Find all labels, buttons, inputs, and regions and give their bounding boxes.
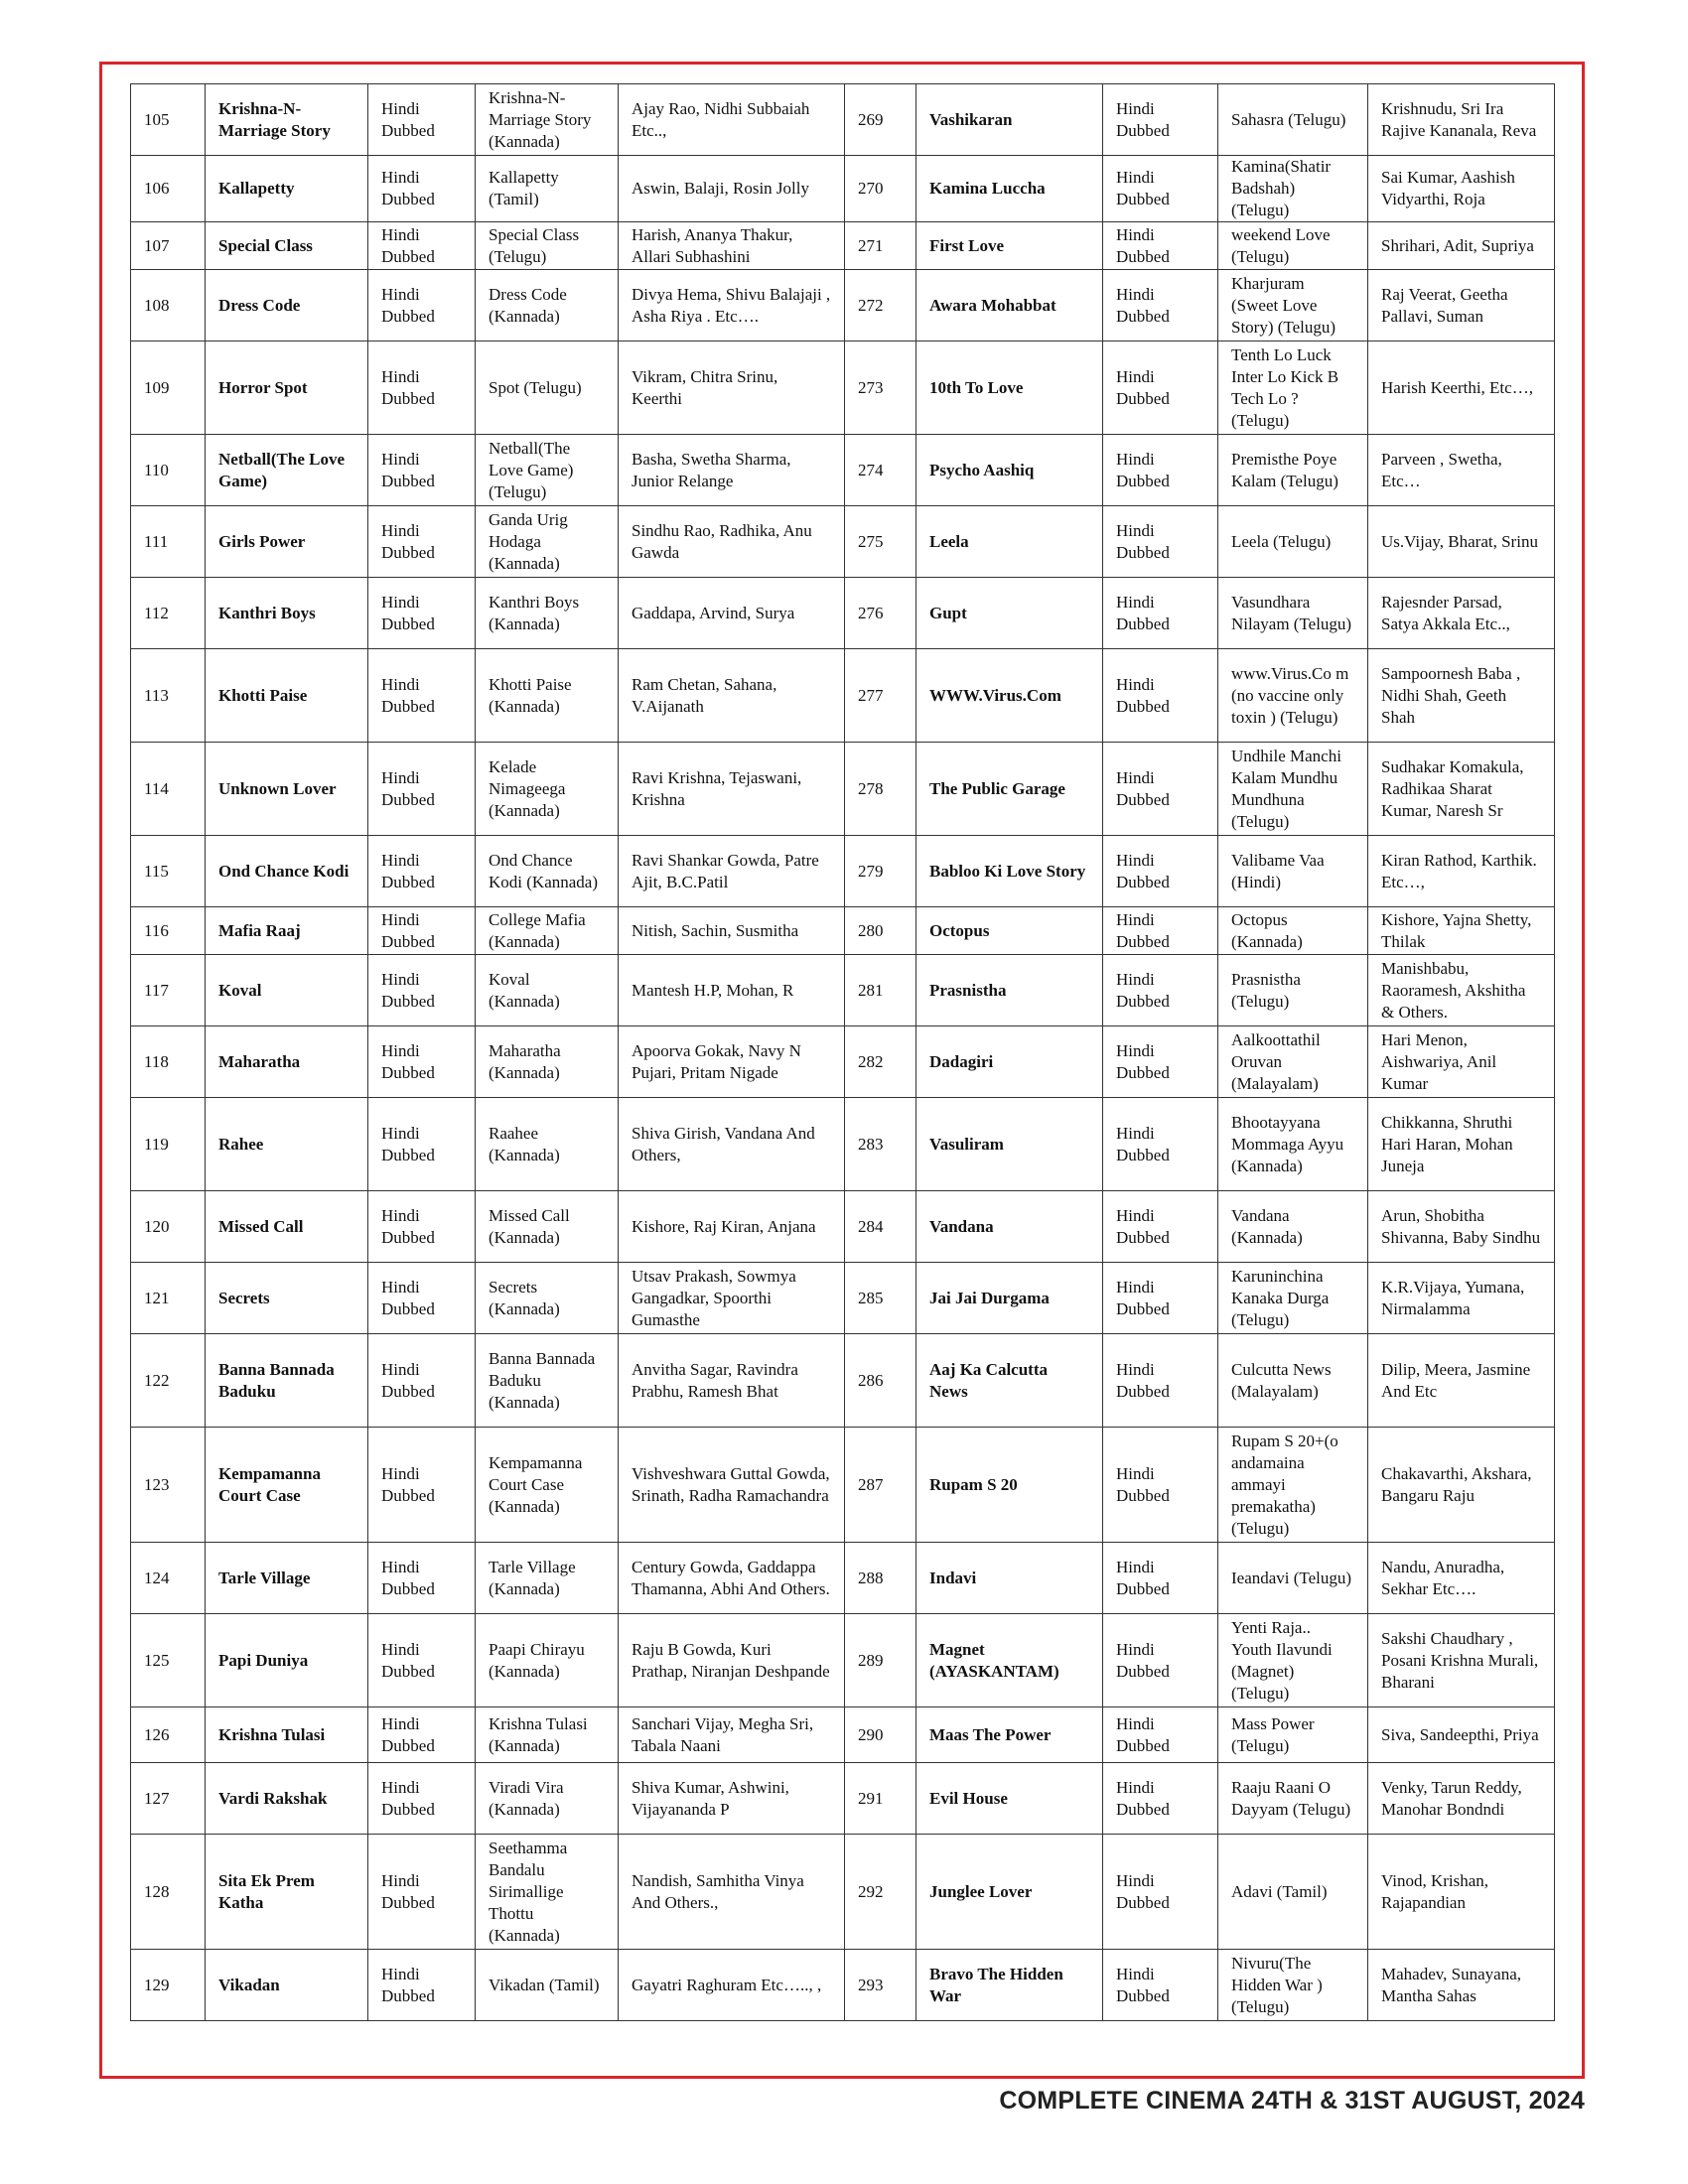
cast-list: Nandu, Anuradha, Sekhar Etc…. bbox=[1368, 1543, 1555, 1614]
original-title: Krishna-N-Marriage Story (Kannada) bbox=[476, 84, 619, 156]
film-number: 286 bbox=[845, 1334, 916, 1428]
film-title: Papi Duniya bbox=[206, 1614, 368, 1707]
cast-list: Mantesh H.P, Mohan, R bbox=[619, 955, 845, 1026]
film-title: Rupam S 20 bbox=[916, 1428, 1103, 1543]
table-row bbox=[131, 1334, 1555, 1428]
release-type: Hindi Dubbed bbox=[1103, 1263, 1218, 1334]
cast-list: Divya Hema, Shivu Balajaji , Asha Riya . Etc…. bbox=[619, 270, 845, 341]
release-type: Hindi Dubbed bbox=[1103, 1614, 1218, 1707]
film-number: 279 bbox=[845, 836, 916, 907]
cast-list: Manishbabu, Raoramesh, Akshitha & Others. bbox=[1368, 955, 1555, 1026]
film-title: Krishna-N-Marriage Story bbox=[206, 84, 368, 156]
film-title: Awara Mohabbat bbox=[916, 270, 1103, 341]
film-number: 291 bbox=[845, 1763, 916, 1835]
cast-list: Sudhakar Komakula, Radhikaa Sharat Kumar, Naresh Sr bbox=[1368, 743, 1555, 836]
release-type: Hindi Dubbed bbox=[1103, 435, 1218, 506]
film-number: 128 bbox=[131, 1835, 206, 1950]
release-type: Hindi Dubbed bbox=[368, 506, 476, 578]
film-title: Vasuliram bbox=[916, 1098, 1103, 1191]
film-title: The Public Garage bbox=[916, 743, 1103, 836]
release-type: Hindi Dubbed bbox=[1103, 1950, 1218, 2021]
release-type: Hindi Dubbed bbox=[368, 1950, 476, 2021]
release-type: Hindi Dubbed bbox=[368, 649, 476, 743]
film-title: Banna Bannada Baduku bbox=[206, 1334, 368, 1428]
film-number: 106 bbox=[131, 156, 206, 222]
release-type: Hindi Dubbed bbox=[368, 1026, 476, 1098]
film-title: Vikadan bbox=[206, 1950, 368, 2021]
release-type: Hindi Dubbed bbox=[1103, 270, 1218, 341]
cast-list: Vikram, Chitra Srinu, Keerthi bbox=[619, 341, 845, 435]
film-number: 272 bbox=[845, 270, 916, 341]
release-type: Hindi Dubbed bbox=[368, 435, 476, 506]
film-title: Mafia Raaj bbox=[206, 907, 368, 955]
release-type: Hindi Dubbed bbox=[1103, 1707, 1218, 1763]
film-number: 288 bbox=[845, 1543, 916, 1614]
cast-list: Raj Veerat, Geetha Pallavi, Suman bbox=[1368, 270, 1555, 341]
original-title: Netball(The Love Game) (Telugu) bbox=[476, 435, 619, 506]
original-title: Valibame Vaa (Hindi) bbox=[1218, 836, 1368, 907]
cast-list: Rajesnder Parsad, Satya Akkala Etc.., bbox=[1368, 578, 1555, 649]
release-type: Hindi Dubbed bbox=[1103, 1191, 1218, 1263]
film-title: Gupt bbox=[916, 578, 1103, 649]
release-type: Hindi Dubbed bbox=[1103, 84, 1218, 156]
footer-publication-line: COMPLETE CINEMA 24TH & 31ST AUGUST, 2024 bbox=[999, 2087, 1585, 2115]
table-row bbox=[131, 341, 1555, 435]
table-row bbox=[131, 955, 1555, 1026]
table-row bbox=[131, 1835, 1555, 1950]
film-title: Magnet (AYASKANTAM) bbox=[916, 1614, 1103, 1707]
cast-list: Arun, Shobitha Shivanna, Baby Sindhu bbox=[1368, 1191, 1555, 1263]
original-title: Ganda Urig Hodaga (Kannada) bbox=[476, 506, 619, 578]
original-title: weekend Love (Telugu) bbox=[1218, 222, 1368, 270]
original-title: Undhile Manchi Kalam Mundhu Mundhuna (Telugu) bbox=[1218, 743, 1368, 836]
cast-list: Harish, Ananya Thakur, Allari Subhashini bbox=[619, 222, 845, 270]
release-type: Hindi Dubbed bbox=[368, 578, 476, 649]
original-title: Premisthe Poye Kalam (Telugu) bbox=[1218, 435, 1368, 506]
film-title: Vandana bbox=[916, 1191, 1103, 1263]
film-number: 109 bbox=[131, 341, 206, 435]
release-type: Hindi Dubbed bbox=[368, 1835, 476, 1950]
film-title: Leela bbox=[916, 506, 1103, 578]
film-rows bbox=[131, 84, 1555, 2021]
table-row bbox=[131, 578, 1555, 649]
table-row bbox=[131, 836, 1555, 907]
film-number: 283 bbox=[845, 1098, 916, 1191]
release-type: Hindi Dubbed bbox=[368, 1334, 476, 1428]
original-title: Paapi Chirayu (Kannada) bbox=[476, 1614, 619, 1707]
table-row bbox=[131, 1950, 1555, 2021]
original-title: Kallapetty (Tamil) bbox=[476, 156, 619, 222]
cast-list: Kishore, Raj Kiran, Anjana bbox=[619, 1191, 845, 1263]
film-title: Tarle Village bbox=[206, 1543, 368, 1614]
film-title: Aaj Ka Calcutta News bbox=[916, 1334, 1103, 1428]
release-type: Hindi Dubbed bbox=[1103, 1026, 1218, 1098]
film-number: 281 bbox=[845, 955, 916, 1026]
release-type: Hindi Dubbed bbox=[1103, 836, 1218, 907]
original-title: Khotti Paise (Kannada) bbox=[476, 649, 619, 743]
film-number: 124 bbox=[131, 1543, 206, 1614]
release-type: Hindi Dubbed bbox=[368, 222, 476, 270]
table-row bbox=[131, 1026, 1555, 1098]
film-number: 280 bbox=[845, 907, 916, 955]
cast-list: Ravi Shankar Gowda, Patre Ajit, B.C.Patil bbox=[619, 836, 845, 907]
original-title: Seethamma Bandalu Sirimallige Thottu (Kannada) bbox=[476, 1835, 619, 1950]
original-title: Octopus (Kannada) bbox=[1218, 907, 1368, 955]
film-number: 113 bbox=[131, 649, 206, 743]
original-title: Secrets (Kannada) bbox=[476, 1263, 619, 1334]
release-type: Hindi Dubbed bbox=[1103, 907, 1218, 955]
original-title: www.Virus.Co m (no vaccine only toxin ) (Telugu) bbox=[1218, 649, 1368, 743]
film-number: 271 bbox=[845, 222, 916, 270]
original-title: Tarle Village (Kannada) bbox=[476, 1543, 619, 1614]
original-title: Aalkoottathil Oruvan (Malayalam) bbox=[1218, 1026, 1368, 1098]
film-title: Ond Chance Kodi bbox=[206, 836, 368, 907]
original-title: Spot (Telugu) bbox=[476, 341, 619, 435]
film-title: 10th To Love bbox=[916, 341, 1103, 435]
original-title: Rupam S 20+(o andamaina ammayi premakatha) (Telugu) bbox=[1218, 1428, 1368, 1543]
film-number: 282 bbox=[845, 1026, 916, 1098]
film-title: Vashikaran bbox=[916, 84, 1103, 156]
film-title: Special Class bbox=[206, 222, 368, 270]
film-title: Kempamanna Court Case bbox=[206, 1428, 368, 1543]
film-title: Maas The Power bbox=[916, 1707, 1103, 1763]
table-row bbox=[131, 1428, 1555, 1543]
original-title: Vandana (Kannada) bbox=[1218, 1191, 1368, 1263]
film-number: 290 bbox=[845, 1707, 916, 1763]
release-type: Hindi Dubbed bbox=[1103, 1428, 1218, 1543]
film-number: 110 bbox=[131, 435, 206, 506]
cast-list: Ravi Krishna, Tejaswani, Krishna bbox=[619, 743, 845, 836]
film-title: Horror Spot bbox=[206, 341, 368, 435]
cast-list: Kishore, Yajna Shetty, Thilak bbox=[1368, 907, 1555, 955]
original-title: Kanthri Boys (Kannada) bbox=[476, 578, 619, 649]
film-number: 278 bbox=[845, 743, 916, 836]
film-number: 111 bbox=[131, 506, 206, 578]
film-number: 126 bbox=[131, 1707, 206, 1763]
film-title: Kamina Luccha bbox=[916, 156, 1103, 222]
release-type: Hindi Dubbed bbox=[368, 955, 476, 1026]
film-title: Girls Power bbox=[206, 506, 368, 578]
original-title: Nivuru(The Hidden War ) (Telugu) bbox=[1218, 1950, 1368, 2021]
cast-list: Gaddapa, Arvind, Surya bbox=[619, 578, 845, 649]
release-type: Hindi Dubbed bbox=[368, 1191, 476, 1263]
release-type: Hindi Dubbed bbox=[368, 1543, 476, 1614]
film-title: Unknown Lover bbox=[206, 743, 368, 836]
cast-list: Raju B Gowda, Kuri Prathap, Niranjan Deshpande bbox=[619, 1614, 845, 1707]
film-list-table bbox=[130, 83, 1555, 2021]
original-title: Raaju Raani O Dayyam (Telugu) bbox=[1218, 1763, 1368, 1835]
film-title: Rahee bbox=[206, 1098, 368, 1191]
original-title: Banna Bannada Baduku (Kannada) bbox=[476, 1334, 619, 1428]
film-number: 118 bbox=[131, 1026, 206, 1098]
film-number: 289 bbox=[845, 1614, 916, 1707]
cast-list: Sampoornesh Baba , Nidhi Shah, Geeth Shah bbox=[1368, 649, 1555, 743]
film-title: Krishna Tulasi bbox=[206, 1707, 368, 1763]
film-title: Netball(The Love Game) bbox=[206, 435, 368, 506]
cast-list: Krishnudu, Sri Ira Rajive Kananala, Reva bbox=[1368, 84, 1555, 156]
film-number: 275 bbox=[845, 506, 916, 578]
release-type: Hindi Dubbed bbox=[1103, 156, 1218, 222]
release-type: Hindi Dubbed bbox=[368, 836, 476, 907]
cast-list: Mahadev, Sunayana, Mantha Sahas bbox=[1368, 1950, 1555, 2021]
cast-list: Parveen , Swetha, Etc… bbox=[1368, 435, 1555, 506]
film-title: Evil House bbox=[916, 1763, 1103, 1835]
original-title: Yenti Raja.. Youth Ilavundi (Magnet) (Telugu) bbox=[1218, 1614, 1368, 1707]
original-title: Karuninchina Kanaka Durga (Telugu) bbox=[1218, 1263, 1368, 1334]
film-number: 285 bbox=[845, 1263, 916, 1334]
cast-list: Sai Kumar, Aashish Vidyarthi, Roja bbox=[1368, 156, 1555, 222]
cast-list: Siva, Sandeepthi, Priya bbox=[1368, 1707, 1555, 1763]
cast-list: Anvitha Sagar, Ravindra Prabhu, Ramesh Bhat bbox=[619, 1334, 845, 1428]
original-title: Vikadan (Tamil) bbox=[476, 1950, 619, 2021]
original-title: Sahasra (Telugu) bbox=[1218, 84, 1368, 156]
cast-list: Apoorva Gokak, Navy N Pujari, Pritam Nigade bbox=[619, 1026, 845, 1098]
table-row bbox=[131, 743, 1555, 836]
table-row bbox=[131, 907, 1555, 955]
film-number: 287 bbox=[845, 1428, 916, 1543]
release-type: Hindi Dubbed bbox=[1103, 1763, 1218, 1835]
film-number: 276 bbox=[845, 578, 916, 649]
film-number: 122 bbox=[131, 1334, 206, 1428]
original-title: Viradi Vira (Kannada) bbox=[476, 1763, 619, 1835]
release-type: Hindi Dubbed bbox=[368, 156, 476, 222]
table-row bbox=[131, 1543, 1555, 1614]
film-number: 127 bbox=[131, 1763, 206, 1835]
film-number: 114 bbox=[131, 743, 206, 836]
cast-list: Venky, Tarun Reddy, Manohar Bondndi bbox=[1368, 1763, 1555, 1835]
film-number: 270 bbox=[845, 156, 916, 222]
film-title: WWW.Virus.Com bbox=[916, 649, 1103, 743]
release-type: Hindi Dubbed bbox=[1103, 506, 1218, 578]
film-number: 123 bbox=[131, 1428, 206, 1543]
film-title: Dress Code bbox=[206, 270, 368, 341]
film-number: 284 bbox=[845, 1191, 916, 1263]
table-row bbox=[131, 156, 1555, 222]
film-number: 117 bbox=[131, 955, 206, 1026]
table-row bbox=[131, 435, 1555, 506]
original-title: Leela (Telugu) bbox=[1218, 506, 1368, 578]
film-title: Secrets bbox=[206, 1263, 368, 1334]
release-type: Hindi Dubbed bbox=[368, 907, 476, 955]
release-type: Hindi Dubbed bbox=[1103, 222, 1218, 270]
cast-list: Gayatri Raghuram Etc….., , bbox=[619, 1950, 845, 2021]
original-title: Koval (Kannada) bbox=[476, 955, 619, 1026]
cast-list: Nitish, Sachin, Susmitha bbox=[619, 907, 845, 955]
cast-list: K.R.Vijaya, Yumana, Nirmalamma bbox=[1368, 1263, 1555, 1334]
film-title: Missed Call bbox=[206, 1191, 368, 1263]
release-type: Hindi Dubbed bbox=[1103, 1334, 1218, 1428]
cast-list: Harish Keerthi, Etc…, bbox=[1368, 341, 1555, 435]
original-title: Special Class (Telugu) bbox=[476, 222, 619, 270]
film-title: Junglee Lover bbox=[916, 1835, 1103, 1950]
release-type: Hindi Dubbed bbox=[1103, 578, 1218, 649]
film-number: 293 bbox=[845, 1950, 916, 2021]
original-title: Maharatha (Kannada) bbox=[476, 1026, 619, 1098]
cast-list: Aswin, Balaji, Rosin Jolly bbox=[619, 156, 845, 222]
film-title: Khotti Paise bbox=[206, 649, 368, 743]
film-title: Kanthri Boys bbox=[206, 578, 368, 649]
original-title: Kharjuram (Sweet Love Story) (Telugu) bbox=[1218, 270, 1368, 341]
film-title: Dadagiri bbox=[916, 1026, 1103, 1098]
film-title: Babloo Ki Love Story bbox=[916, 836, 1103, 907]
film-number: 115 bbox=[131, 836, 206, 907]
table-row bbox=[131, 1263, 1555, 1334]
release-type: Hindi Dubbed bbox=[368, 1428, 476, 1543]
original-title: Tenth Lo Luck Inter Lo Kick B Tech Lo ? (Telugu) bbox=[1218, 341, 1368, 435]
film-title: Indavi bbox=[916, 1543, 1103, 1614]
film-number: 121 bbox=[131, 1263, 206, 1334]
release-type: Hindi Dubbed bbox=[368, 743, 476, 836]
cast-list: Ram Chetan, Sahana, V.Aijanath bbox=[619, 649, 845, 743]
cast-list: Shiva Kumar, Ashwini, Vijayananda P bbox=[619, 1763, 845, 1835]
original-title: Missed Call (Kannada) bbox=[476, 1191, 619, 1263]
original-title: Mass Power (Telugu) bbox=[1218, 1707, 1368, 1763]
film-number: 273 bbox=[845, 341, 916, 435]
release-type: Hindi Dubbed bbox=[368, 1707, 476, 1763]
cast-list: Vishveshwara Guttal Gowda, Srinath, Radha Ramachandra bbox=[619, 1428, 845, 1543]
film-title: Sita Ek Prem Katha bbox=[206, 1835, 368, 1950]
original-title: Kamina(Shatir Badshah) (Telugu) bbox=[1218, 156, 1368, 222]
original-title: Kempamanna Court Case (Kannada) bbox=[476, 1428, 619, 1543]
cast-list: Hari Menon, Aishwariya, Anil Kumar bbox=[1368, 1026, 1555, 1098]
film-title: Octopus bbox=[916, 907, 1103, 955]
table-row bbox=[131, 84, 1555, 156]
release-type: Hindi Dubbed bbox=[368, 1263, 476, 1334]
original-title: Krishna Tulasi (Kannada) bbox=[476, 1707, 619, 1763]
film-number: 129 bbox=[131, 1950, 206, 2021]
cast-list: Utsav Prakash, Sowmya Gangadkar, Spoorthi Gumasthe bbox=[619, 1263, 845, 1334]
film-number: 116 bbox=[131, 907, 206, 955]
table-row bbox=[131, 506, 1555, 578]
cast-list: Vinod, Krishan, Rajapandian bbox=[1368, 1835, 1555, 1950]
release-type: Hindi Dubbed bbox=[1103, 1543, 1218, 1614]
cast-list: Ajay Rao, Nidhi Subbaiah Etc.., bbox=[619, 84, 845, 156]
cast-list: Sindhu Rao, Radhika, Anu Gawda bbox=[619, 506, 845, 578]
original-title: Bhootayyana Mommaga Ayyu (Kannada) bbox=[1218, 1098, 1368, 1191]
cast-list: Chikkanna, Shruthi Hari Haran, Mohan Juneja bbox=[1368, 1098, 1555, 1191]
original-title: Culcutta News (Malayalam) bbox=[1218, 1334, 1368, 1428]
cast-list: Shiva Girish, Vandana And Others, bbox=[619, 1098, 845, 1191]
release-type: Hindi Dubbed bbox=[368, 341, 476, 435]
film-title: Maharatha bbox=[206, 1026, 368, 1098]
film-number: 105 bbox=[131, 84, 206, 156]
release-type: Hindi Dubbed bbox=[368, 1614, 476, 1707]
table-row bbox=[131, 1614, 1555, 1707]
release-type: Hindi Dubbed bbox=[368, 1763, 476, 1835]
release-type: Hindi Dubbed bbox=[368, 270, 476, 341]
film-number: 108 bbox=[131, 270, 206, 341]
film-number: 277 bbox=[845, 649, 916, 743]
cast-list: Century Gowda, Gaddappa Thamanna, Abhi And Others. bbox=[619, 1543, 845, 1614]
original-title: Kelade Nimageega (Kannada) bbox=[476, 743, 619, 836]
film-title: First Love bbox=[916, 222, 1103, 270]
cast-list: Sanchari Vijay, Megha Sri, Tabala Naani bbox=[619, 1707, 845, 1763]
table-row bbox=[131, 1763, 1555, 1835]
release-type: Hindi Dubbed bbox=[1103, 743, 1218, 836]
table-row bbox=[131, 649, 1555, 743]
release-type: Hindi Dubbed bbox=[1103, 649, 1218, 743]
film-number: 119 bbox=[131, 1098, 206, 1191]
film-title: Bravo The Hidden War bbox=[916, 1950, 1103, 2021]
table-row bbox=[131, 270, 1555, 341]
film-title: Kallapetty bbox=[206, 156, 368, 222]
film-number: 120 bbox=[131, 1191, 206, 1263]
original-title: Ieandavi (Telugu) bbox=[1218, 1543, 1368, 1614]
film-number: 125 bbox=[131, 1614, 206, 1707]
release-type: Hindi Dubbed bbox=[368, 84, 476, 156]
cast-list: Basha, Swetha Sharma, Junior Relange bbox=[619, 435, 845, 506]
film-title: Koval bbox=[206, 955, 368, 1026]
table-row bbox=[131, 222, 1555, 270]
film-title: Vardi Rakshak bbox=[206, 1763, 368, 1835]
film-title: Jai Jai Durgama bbox=[916, 1263, 1103, 1334]
cast-list: Chakavarthi, Akshara, Bangaru Raju bbox=[1368, 1428, 1555, 1543]
release-type: Hindi Dubbed bbox=[1103, 1098, 1218, 1191]
release-type: Hindi Dubbed bbox=[1103, 341, 1218, 435]
cast-list: Sakshi Chaudhary , Posani Krishna Murali, Bharani bbox=[1368, 1614, 1555, 1707]
original-title: Adavi (Tamil) bbox=[1218, 1835, 1368, 1950]
cast-list: Dilip, Meera, Jasmine And Etc bbox=[1368, 1334, 1555, 1428]
cast-list: Kiran Rathod, Karthik. Etc…, bbox=[1368, 836, 1555, 907]
cast-list: Nandish, Samhitha Vinya And Others., bbox=[619, 1835, 845, 1950]
original-title: Ond Chance Kodi (Kannada) bbox=[476, 836, 619, 907]
table-row bbox=[131, 1191, 1555, 1263]
film-number: 269 bbox=[845, 84, 916, 156]
release-type: Hindi Dubbed bbox=[1103, 955, 1218, 1026]
table-row bbox=[131, 1707, 1555, 1763]
table-row bbox=[131, 1098, 1555, 1191]
release-type: Hindi Dubbed bbox=[368, 1098, 476, 1191]
film-number: 107 bbox=[131, 222, 206, 270]
cast-list: Us.Vijay, Bharat, Srinu bbox=[1368, 506, 1555, 578]
cast-list: Shrihari, Adit, Supriya bbox=[1368, 222, 1555, 270]
original-title: Raahee (Kannada) bbox=[476, 1098, 619, 1191]
film-title: Prasnistha bbox=[916, 955, 1103, 1026]
film-number: 112 bbox=[131, 578, 206, 649]
original-title: Vasundhara Nilayam (Telugu) bbox=[1218, 578, 1368, 649]
original-title: Dress Code (Kannada) bbox=[476, 270, 619, 341]
original-title: Prasnistha (Telugu) bbox=[1218, 955, 1368, 1026]
film-number: 292 bbox=[845, 1835, 916, 1950]
film-number: 274 bbox=[845, 435, 916, 506]
film-title: Psycho Aashiq bbox=[916, 435, 1103, 506]
original-title: College Mafia (Kannada) bbox=[476, 907, 619, 955]
release-type: Hindi Dubbed bbox=[1103, 1835, 1218, 1950]
